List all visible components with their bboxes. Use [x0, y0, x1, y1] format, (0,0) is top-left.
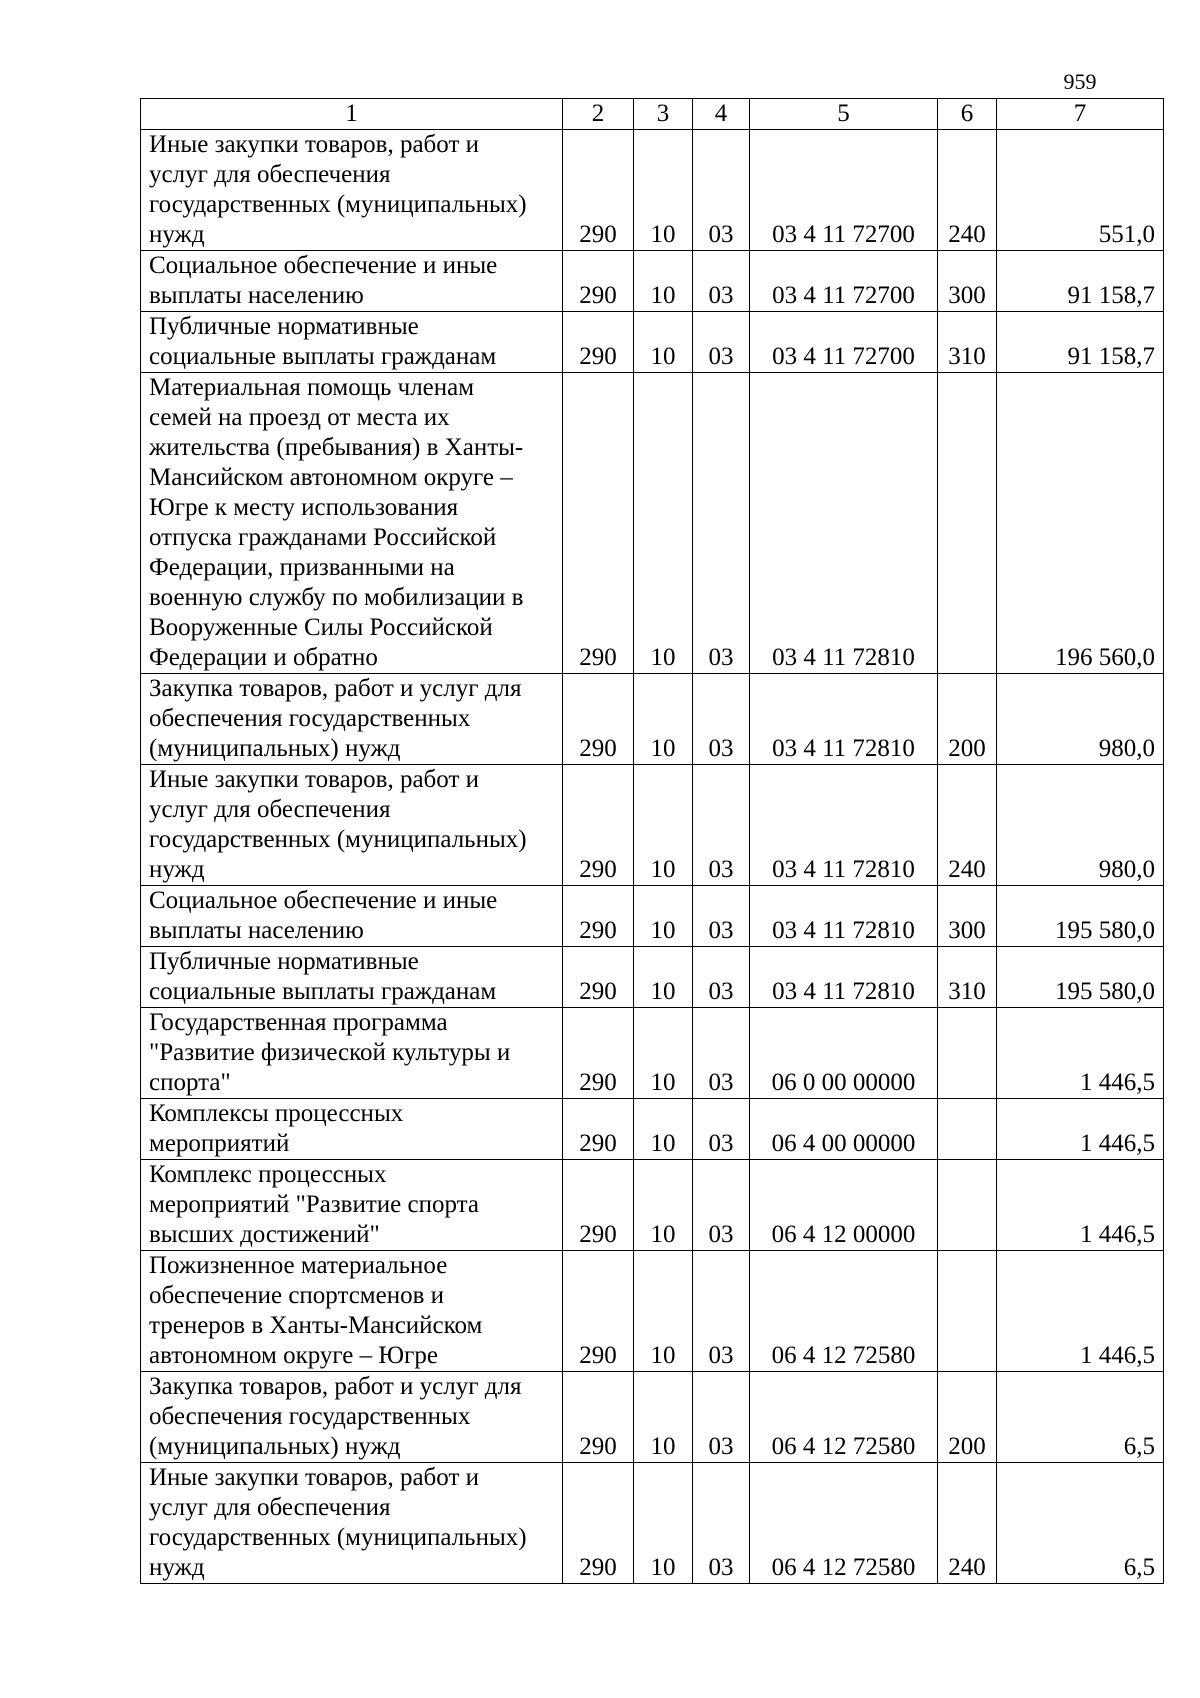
section-code-cell: 10 — [634, 373, 693, 674]
amount-cell: 196 560,0 — [997, 373, 1164, 674]
row-name-line: обеспечения государственных — [149, 705, 471, 732]
row-name-line: спорта" — [149, 1069, 231, 1096]
section-code-cell: 10 — [634, 312, 693, 373]
row-name-line: тренеров в Ханты-Мансийском — [149, 1312, 483, 1339]
subsection-code-cell: 03 — [693, 251, 750, 312]
amount-cell: 6,5 — [997, 1463, 1164, 1584]
section-code-cell: 10 — [634, 1251, 693, 1372]
row-name-line: Публичные нормативные — [149, 313, 419, 340]
section-code-cell: 10 — [634, 251, 693, 312]
row-name-cell — [141, 1463, 563, 1584]
target-article-cell: 03 4 11 72700 — [750, 130, 938, 251]
row-name-line: мероприятий "Развитие спорта — [149, 1191, 479, 1218]
table-row — [141, 130, 1164, 251]
row-name-line: Иные закупки товаров, работ и — [149, 766, 480, 793]
column-header: 1 — [141, 99, 563, 130]
table-row — [141, 1463, 1164, 1584]
row-name-line: государственных (муниципальных) — [149, 826, 527, 853]
row-name-line: Пожизненное материальное — [149, 1252, 448, 1279]
row-name-line: "Развитие физической культуры и — [149, 1039, 511, 1066]
amount-cell: 980,0 — [997, 765, 1164, 886]
row-name-line: Югре к месту использования — [149, 494, 459, 521]
expense-type-cell — [938, 1099, 997, 1160]
row-name-line: государственных (муниципальных) — [149, 1524, 527, 1551]
row-name-cell — [141, 765, 563, 886]
target-article-cell: 06 4 00 00000 — [750, 1099, 938, 1160]
table-row — [141, 674, 1164, 765]
target-article-cell: 03 4 11 72810 — [750, 674, 938, 765]
target-article-cell: 06 4 12 00000 — [750, 1160, 938, 1251]
row-name-line: социальные выплаты гражданам — [149, 343, 497, 370]
row-name-line: обеспечения государственных — [149, 1403, 471, 1430]
page-number: 959 — [1063, 69, 1097, 94]
target-article-cell: 03 4 11 72810 — [750, 765, 938, 886]
row-name-line: нужд — [149, 1554, 205, 1581]
row-name-line: Государственная программа — [149, 1009, 448, 1036]
ministry-code-cell: 290 — [563, 674, 634, 765]
table-row — [141, 886, 1164, 947]
row-name-cell — [141, 1372, 563, 1463]
amount-cell: 195 580,0 — [997, 886, 1164, 947]
row-name-line: Вооруженные Силы Российской — [149, 614, 493, 641]
row-name-line: Федерации, призванными на — [149, 554, 455, 581]
table-row — [141, 765, 1164, 886]
ministry-code-cell: 290 — [563, 312, 634, 373]
row-name-line: Материальная помощь членам — [149, 374, 475, 401]
subsection-code-cell: 03 — [693, 1008, 750, 1099]
subsection-code-cell: 03 — [693, 947, 750, 1008]
subsection-code-cell: 03 — [693, 1099, 750, 1160]
row-name-line: выплаты населению — [149, 917, 364, 944]
row-name-cell — [141, 1160, 563, 1251]
subsection-code-cell: 03 — [693, 1251, 750, 1372]
section-code-cell: 10 — [634, 1008, 693, 1099]
row-name-line: обеспечение спортсменов и — [149, 1282, 445, 1309]
expense-type-cell — [938, 1160, 997, 1251]
row-name-line: Социальное обеспечение и иные — [149, 887, 498, 914]
target-article-cell: 03 4 11 72700 — [750, 251, 938, 312]
amount-cell: 551,0 — [997, 130, 1164, 251]
target-article-cell: 03 4 11 72810 — [750, 373, 938, 674]
row-name-line: высших достижений" — [149, 1221, 380, 1248]
target-article-cell: 06 4 12 72580 — [750, 1463, 938, 1584]
row-name-line: Мансийском автономном округе – — [149, 464, 513, 491]
ministry-code-cell: 290 — [563, 886, 634, 947]
subsection-code-cell: 03 — [693, 1463, 750, 1584]
ministry-code-cell: 290 — [563, 765, 634, 886]
column-header: 4 — [693, 99, 750, 130]
row-name-cell — [141, 373, 563, 674]
amount-cell: 195 580,0 — [997, 947, 1164, 1008]
section-code-cell: 10 — [634, 674, 693, 765]
amount-cell: 1 446,5 — [997, 1251, 1164, 1372]
section-code-cell: 10 — [634, 1099, 693, 1160]
column-header: 6 — [938, 99, 997, 130]
amount-cell: 980,0 — [997, 674, 1164, 765]
row-name-line: Комплекс процессных — [149, 1161, 387, 1188]
row-name-line: выплаты населению — [149, 282, 364, 309]
section-code-cell: 10 — [634, 1160, 693, 1251]
target-article-cell: 06 0 00 00000 — [750, 1008, 938, 1099]
row-name-line: услуг для обеспечения — [149, 161, 391, 188]
target-article-cell: 03 4 11 72810 — [750, 886, 938, 947]
row-name-line: (муниципальных) нужд — [149, 1433, 401, 1460]
ministry-code-cell: 290 — [563, 947, 634, 1008]
table-row — [141, 1099, 1164, 1160]
expense-type-cell: 240 — [938, 765, 997, 886]
row-name-line: Закупка товаров, работ и услуг для — [149, 1373, 522, 1400]
ministry-code-cell: 290 — [563, 251, 634, 312]
column-header: 2 — [563, 99, 634, 130]
row-name-line: жительства (пребывания) в Ханты- — [149, 434, 524, 461]
expense-type-cell: 240 — [938, 130, 997, 251]
expense-type-cell — [938, 1008, 997, 1099]
table-row — [141, 1160, 1164, 1251]
ministry-code-cell: 290 — [563, 373, 634, 674]
amount-cell: 1 446,5 — [997, 1099, 1164, 1160]
column-header: 5 — [750, 99, 938, 130]
expense-type-cell: 240 — [938, 1463, 997, 1584]
subsection-code-cell: 03 — [693, 1372, 750, 1463]
expense-type-cell: 310 — [938, 312, 997, 373]
row-name-line: Социальное обеспечение и иные — [149, 252, 498, 279]
expense-type-cell: 200 — [938, 1372, 997, 1463]
budget-table — [140, 98, 1164, 1584]
subsection-code-cell: 03 — [693, 373, 750, 674]
section-code-cell: 10 — [634, 130, 693, 251]
table-row — [141, 1251, 1164, 1372]
target-article-cell: 06 4 12 72580 — [750, 1372, 938, 1463]
row-name-cell — [141, 1008, 563, 1099]
row-name-line: Закупка товаров, работ и услуг для — [149, 675, 522, 702]
subsection-code-cell: 03 — [693, 886, 750, 947]
amount-cell: 91 158,7 — [997, 251, 1164, 312]
row-name-line: автономном округе – Югре — [149, 1342, 438, 1369]
target-article-cell: 03 4 11 72810 — [750, 947, 938, 1008]
ministry-code-cell: 290 — [563, 130, 634, 251]
column-header: 7 — [997, 99, 1164, 130]
row-name-line: нужд — [149, 856, 205, 883]
row-name-line: социальные выплаты гражданам — [149, 978, 497, 1005]
amount-cell: 6,5 — [997, 1372, 1164, 1463]
row-name-line: мероприятий — [149, 1130, 290, 1157]
row-name-line: Иные закупки товаров, работ и — [149, 131, 480, 158]
ministry-code-cell: 290 — [563, 1099, 634, 1160]
row-name-line: Публичные нормативные — [149, 948, 419, 975]
subsection-code-cell: 03 — [693, 765, 750, 886]
table-body — [141, 130, 1164, 1584]
row-name-cell — [141, 251, 563, 312]
row-name-cell — [141, 1251, 563, 1372]
row-name-cell — [141, 1099, 563, 1160]
row-name-line: услуг для обеспечения — [149, 1494, 391, 1521]
expense-type-cell — [938, 1251, 997, 1372]
target-article-cell: 03 4 11 72700 — [750, 312, 938, 373]
expense-type-cell — [938, 373, 997, 674]
table-row — [141, 947, 1164, 1008]
row-name-line: отпуска гражданами Российской — [149, 524, 497, 551]
row-name-cell — [141, 886, 563, 947]
subsection-code-cell: 03 — [693, 674, 750, 765]
amount-cell: 91 158,7 — [997, 312, 1164, 373]
row-name-line: нужд — [149, 221, 205, 248]
row-name-line: Иные закупки товаров, работ и — [149, 1464, 480, 1491]
expense-type-cell: 310 — [938, 947, 997, 1008]
subsection-code-cell: 03 — [693, 312, 750, 373]
table-row — [141, 251, 1164, 312]
expense-type-cell: 300 — [938, 886, 997, 947]
ministry-code-cell: 290 — [563, 1160, 634, 1251]
row-name-line: Комплексы процессных — [149, 1100, 404, 1127]
section-code-cell: 10 — [634, 947, 693, 1008]
row-name-line: государственных (муниципальных) — [149, 191, 527, 218]
section-code-cell: 10 — [634, 765, 693, 886]
column-header: 3 — [634, 99, 693, 130]
table-row — [141, 373, 1164, 674]
table-row — [141, 1372, 1164, 1463]
row-name-cell — [141, 947, 563, 1008]
row-name-line: услуг для обеспечения — [149, 796, 391, 823]
ministry-code-cell: 290 — [563, 1463, 634, 1584]
ministry-code-cell: 290 — [563, 1008, 634, 1099]
row-name-cell — [141, 130, 563, 251]
ministry-code-cell: 290 — [563, 1251, 634, 1372]
section-code-cell: 10 — [634, 1463, 693, 1584]
amount-cell: 1 446,5 — [997, 1160, 1164, 1251]
header-row — [141, 99, 1164, 130]
section-code-cell: 10 — [634, 886, 693, 947]
amount-cell: 1 446,5 — [997, 1008, 1164, 1099]
subsection-code-cell: 03 — [693, 1160, 750, 1251]
table-row — [141, 1008, 1164, 1099]
row-name-cell — [141, 674, 563, 765]
target-article-cell: 06 4 12 72580 — [750, 1251, 938, 1372]
row-name-line: (муниципальных) нужд — [149, 735, 401, 762]
row-name-line: семей на проезд от места их — [149, 404, 450, 431]
section-code-cell: 10 — [634, 1372, 693, 1463]
row-name-line: Федерации и обратно — [149, 644, 378, 671]
subsection-code-cell: 03 — [693, 130, 750, 251]
ministry-code-cell: 290 — [563, 1372, 634, 1463]
row-name-cell — [141, 312, 563, 373]
expense-type-cell: 300 — [938, 251, 997, 312]
expense-type-cell: 200 — [938, 674, 997, 765]
table-row — [141, 312, 1164, 373]
row-name-line: военную службу по мобилизации в — [149, 584, 524, 611]
